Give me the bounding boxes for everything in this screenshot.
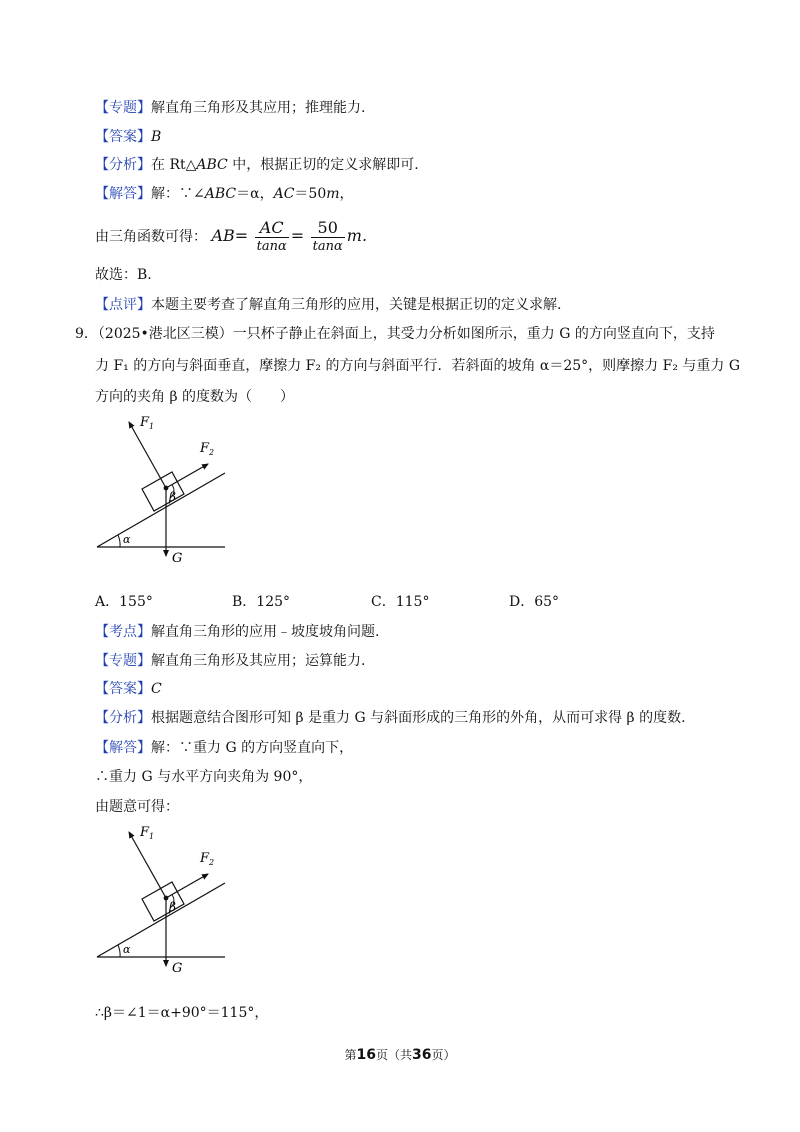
option-d-letter: D．: [509, 594, 535, 610]
solution-part-3: ＝50: [294, 186, 327, 202]
solution-step-2: ∴重力 G 与水平方向夹角为 90°，: [95, 769, 313, 785]
solution-abc: ABC: [204, 186, 237, 202]
fraction-1: [255, 219, 289, 256]
analysis-text-post: 中，根据正切的定义求解即可.: [227, 157, 419, 173]
answer-tag: 【答案】: [95, 129, 151, 145]
fraction-2-numerator: 50: [311, 219, 345, 238]
topic-text: 解直角三角形及其应用；推理能力.: [151, 100, 366, 116]
beta-label-2: β: [169, 900, 176, 914]
question-line-3: 方向的夹角 β 的度数为（ ）: [95, 389, 294, 405]
choice-line-1: 故选：B.: [95, 267, 152, 283]
slope-line-2: [97, 883, 225, 957]
comment-text: 本题主要考查了解直角三角形的应用，关键是根据正切的定义求解.: [151, 297, 562, 313]
slope-line: [97, 473, 225, 547]
solution-tag: 【解答】: [95, 186, 151, 202]
incline-force-diagram-1: [92, 410, 242, 570]
solution-text-2: 解：∵重力 G 的方向竖直向下，: [151, 740, 354, 756]
page-footer: [0, 1046, 800, 1063]
question-number: 9．: [75, 326, 98, 342]
f1-arrow: [129, 422, 166, 488]
solution-part-1: 解：∵∠: [151, 186, 205, 202]
f1-arrow-2: [129, 832, 166, 898]
f2-label-2: $F_2$: [200, 851, 215, 867]
incline-force-diagram-2: [92, 820, 242, 980]
topic-text-2: 解直角三角形及其应用；运算能力.: [151, 653, 366, 669]
cup-box-2: [142, 882, 184, 921]
formula-eq-2: =: [290, 226, 305, 245]
topic-line-2: [95, 651, 365, 671]
formula-unit: m.: [346, 226, 368, 245]
answer-value-2: C: [151, 681, 162, 697]
solution-part-4: ，: [339, 186, 354, 202]
question-text-1: （2025•港北区三模）一只杯子静止在斜面上，其受力分析如图所示，重力 G 的方向竖直向下，支持: [97, 326, 715, 342]
footer-pre: 第: [344, 1048, 357, 1062]
topic-tag-2: 【专题】: [95, 653, 151, 669]
option-d-value: 65°: [534, 594, 560, 610]
solution-step-3: 由题意可得：: [95, 799, 179, 815]
comment-tag: 【点评】: [95, 297, 151, 313]
solution-step-4: ∴β＝∠1＝α+90°＝115°，: [95, 1005, 269, 1021]
knowledge-point-line: [95, 622, 379, 642]
f2-arrow-2: [166, 874, 208, 898]
option-c[interactable]: [371, 592, 429, 612]
f1-label: $F_1$: [140, 415, 155, 431]
footer-page-number: 16: [356, 1047, 376, 1063]
analysis-line-2: [95, 708, 686, 728]
topic-tag: 【专题】: [95, 100, 151, 116]
answer-tag-2: 【答案】: [95, 681, 151, 697]
comment-line: [95, 295, 561, 315]
analysis-text-2: 根据题意结合图形可知 β 是重力 G 与斜面形成的三角形的外角，从而可求得 β 的度数.: [151, 710, 686, 726]
knowledge-point-tag: 【考点】: [95, 624, 151, 640]
fraction-1-denominator: tanα: [256, 238, 287, 254]
solution-m: m: [326, 186, 340, 202]
fraction-2: [311, 219, 345, 256]
question-line-1: [75, 324, 715, 344]
footer-mid: 页（共: [375, 1048, 412, 1062]
answer-line-2: [95, 679, 162, 699]
alpha-arc-2: [118, 945, 120, 957]
option-c-letter: C．: [371, 594, 396, 610]
option-a-letter: A．: [95, 594, 120, 610]
g-label-2: G: [172, 961, 183, 976]
answer-line-1: [95, 127, 161, 147]
option-b[interactable]: [232, 592, 290, 612]
force-origin-dot-2: [164, 896, 169, 901]
solution-line-2: [95, 738, 353, 758]
topic-line-1: [95, 98, 365, 118]
analysis-tag: 【分析】: [95, 157, 151, 173]
solution-ac: AC: [273, 186, 295, 202]
analysis-tag-2: 【分析】: [95, 710, 151, 726]
analysis-abc: ABC: [196, 157, 228, 173]
option-b-value: 125°: [256, 594, 291, 610]
f1-label-2: $F_1$: [140, 825, 155, 841]
footer-post: 页）: [431, 1048, 456, 1062]
force-origin-dot: [164, 486, 169, 491]
analysis-text-pre: 在 Rt△: [151, 157, 197, 173]
option-b-letter: B．: [232, 594, 257, 610]
knowledge-point-text: 解直角三角形的应用﹣坡度坡角问题.: [151, 624, 380, 640]
g-label: G: [172, 551, 183, 566]
beta-label: β: [169, 490, 176, 504]
alpha-arc: [118, 535, 120, 547]
option-a[interactable]: [95, 592, 153, 612]
f2-label: $F_2$: [200, 441, 215, 457]
answer-value: B: [151, 129, 162, 145]
option-d[interactable]: [509, 592, 559, 612]
question-line-2: 力 F₁ 的方向与斜面垂直，摩擦力 F₂ 的方向与斜面平行．若斜面的坡角 α＝25°，则摩擦力 F₂ 与重力 G: [95, 358, 741, 374]
solution-part-2: ＝α，: [236, 186, 274, 202]
solution-tag-2: 【解答】: [95, 740, 151, 756]
cup-box: [142, 472, 184, 511]
alpha-label: α: [123, 533, 131, 546]
option-a-value: 155°: [119, 594, 153, 610]
f2-arrow: [166, 464, 208, 488]
formula-line: [95, 215, 367, 258]
formula-eq-1: =: [234, 226, 249, 245]
footer-total-pages: 36: [412, 1047, 432, 1063]
analysis-line-1: [95, 155, 419, 175]
solution-line-1: [95, 184, 354, 204]
fraction-2-denominator: tanα: [312, 238, 343, 254]
option-c-value: 115°: [395, 594, 430, 610]
fraction-1-numerator: AC: [255, 219, 289, 238]
alpha-label-2: α: [123, 943, 131, 956]
formula-ab: AB: [211, 226, 235, 245]
formula-prefix: 由三角函数可得：: [95, 229, 207, 245]
